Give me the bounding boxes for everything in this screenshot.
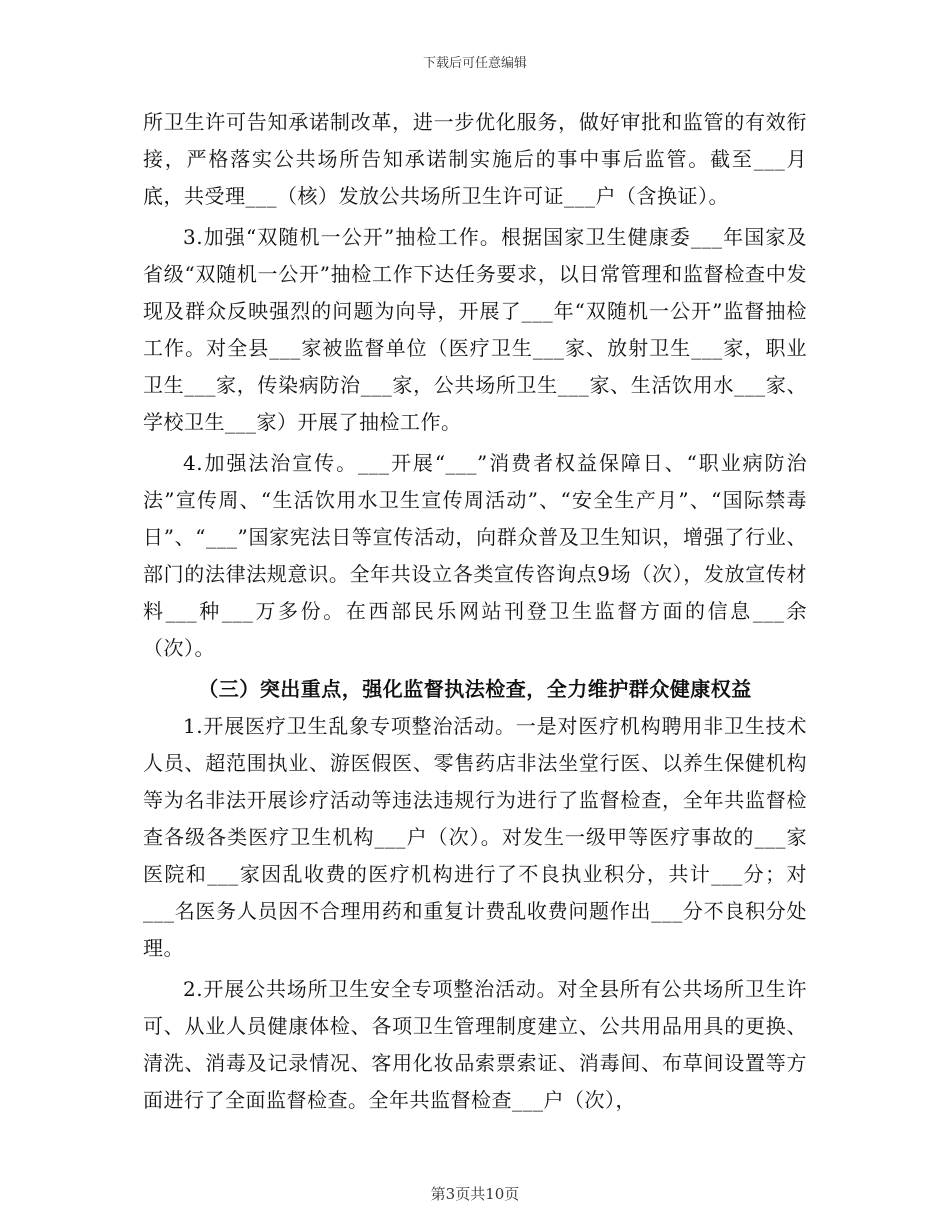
paragraph-item-2: 2.开展公共场所卫生安全专项整治活动。对全县所有公共场所卫生许可、从业人员健康体检、各项卫生管理制度建立、公共用品用具的更换、清洗、消毒及记录情况、客用化妆品索票索证、消毒间、布草间设置等方面进行了全面监督检查。全年共监督检查___户（次）， [143, 977, 807, 1112]
document-body [143, 104, 807, 1123]
paragraph-item-4: 4.加强法治宣传。___开展“___”消费者权益保障日、“职业病防治法”宣传周、“生活饮用水卫生宣传周活动”、“安全生产月”、“国际禁毒日”、“___”国家宪法日等宣传活动，向群众普及卫生知识，增强了行业、部门的法律法规意识。全年共设立各类宣传咨询点9场（次），发放宣传材料___种___万多份。在西部民乐网站刊登卫生监督方面的信息___余（次）。 [143, 451, 807, 660]
paragraph-item-1: 1.开展医疗卫生乱象专项整治活动。一是对医疗机构聘用非卫生技术人员、超范围执业、游医假医、零售药店非法坐堂行医、以养生保健机构等为名非法开展诊疗活动等违法违规行为进行了监督检查，全年共监督检查各级各类医疗卫生机构___户（次）。对发生一级甲等医疗事故的___家医院和___家因乱收费的医疗机构进行了不良执业积分，共计___分；对___名医务人员因不合理用药和重复计费乱收费问题作出___分不良积分处理。 [143, 714, 807, 960]
page-header: 下载后可任意编辑 [422, 56, 527, 71]
page-footer: 第3页共10页 [430, 1185, 520, 1203]
paragraph-item-3: 3.加强“双随机一公开”抽检工作。根据国家卫生健康委___年国家及省级“双随机一公开”抽检工作下达任务要求，以日常管理和监督检查中发现及群众反映强烈的问题为向导，开展了___年“双随机一公开”监督抽检工作。对全县___家被监督单位（医疗卫生___家、放射卫生___家，职业卫生___家，传染病防治___家，公共场所卫生___家、生活饮用水___家、学校卫生___家）开展了抽检工作。 [143, 225, 807, 434]
paragraph-continuation: 所卫生许可告知承诺制改革，进一步优化服务，做好审批和监管的有效衔接，严格落实公共场所告知承诺制实施后的事中事后监管。截至___月底，共受理___（核）发放公共场所卫生许可证___户（含换证）。 [143, 110, 807, 208]
section-heading: （三）突出重点，强化监督执法检查，全力维护群众健康权益 [198, 677, 752, 701]
